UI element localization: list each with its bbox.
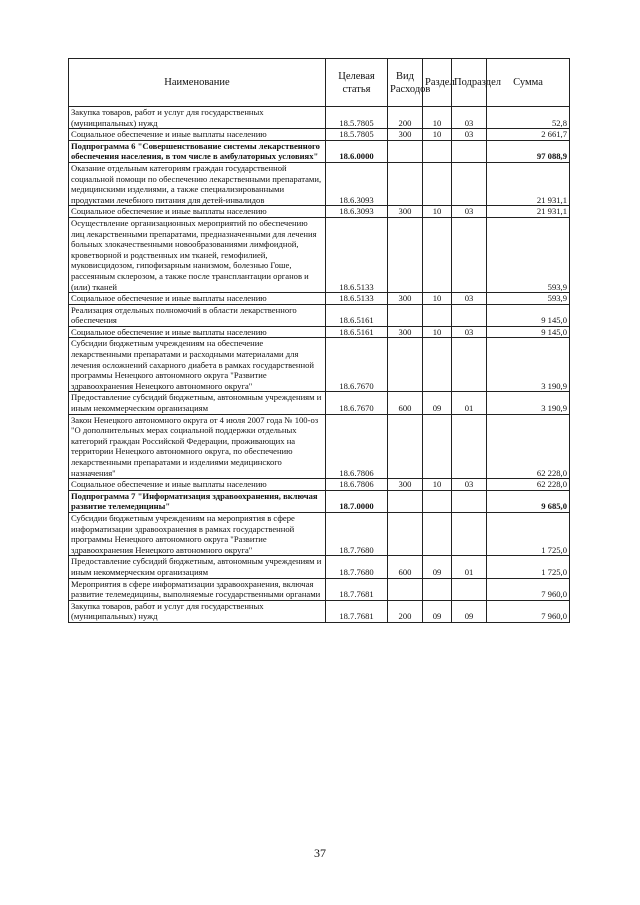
table-row [69,414,570,479]
row-section [423,338,452,392]
row-section [423,578,452,600]
row-expense-kind [388,490,423,512]
row-expense-kind [388,140,423,162]
header-section: Раздел [423,59,452,107]
row-sum: 21 931,1 [487,206,570,218]
row-target-article: 18.6.7806 [326,414,388,479]
row-expense-kind: 300 [388,479,423,491]
row-name: Социальное обеспечение и иные выплаты населению [69,129,326,141]
row-subsection [452,490,487,512]
row-section: 10 [423,479,452,491]
row-target-article: 18.7.0000 [326,490,388,512]
row-target-article: 18.6.7670 [326,338,388,392]
header-target-article: Целевая статья [326,59,388,107]
row-sum: 52,8 [487,107,570,129]
row-subsection: 03 [452,479,487,491]
row-target-article: 18.6.3093 [326,206,388,218]
row-subsection: 03 [452,326,487,338]
row-expense-kind [388,578,423,600]
row-sum: 9 685,0 [487,490,570,512]
row-subsection: 09 [452,600,487,622]
table-row [69,326,570,338]
row-target-article: 18.7.7681 [326,600,388,622]
row-subsection [452,304,487,326]
row-expense-kind [388,217,423,292]
table-row [69,107,570,129]
table-row [69,338,570,392]
row-subsection: 03 [452,206,487,218]
row-sum: 3 190,9 [487,392,570,414]
row-subsection [452,414,487,479]
row-expense-kind: 200 [388,107,423,129]
row-name: Субсидии бюджетным учреждениям на мероприятия в сфере информатизации здравоохранения в рамках государственной программы Ненецкого автономного округа "Развитие здравоохранения Ненецкого автономного округа" [69,512,326,555]
row-expense-kind [388,512,423,555]
row-name: Оказание отдельным категориям граждан государственной социальной помощи по обеспечению лекарственными препаратами, медицинскими изделиями, а также специализированными продуктами лечебного питания для детей-инвалидов [69,162,326,205]
row-subsection [452,578,487,600]
row-target-article: 18.6.5133 [326,217,388,292]
row-sum: 3 190,9 [487,338,570,392]
row-sum: 62 228,0 [487,414,570,479]
row-sum: 1 725,0 [487,512,570,555]
row-target-article: 18.6.7670 [326,392,388,414]
budget-table [68,58,570,623]
row-target-article: 18.6.5161 [326,304,388,326]
row-name: Реализация отдельных полномочий в области лекарственного обеспечения [69,304,326,326]
row-target-article: 18.7.7681 [326,578,388,600]
row-expense-kind [388,304,423,326]
table-row [69,206,570,218]
row-section: 10 [423,293,452,305]
row-target-article: 18.6.3093 [326,162,388,205]
row-name: Подпрограмма 7 "Информатизация здравоохранения, включая развитие телемедицины" [69,490,326,512]
table-row [69,293,570,305]
row-name: Подпрограмма 6 "Совершенствование системы лекарственного обеспечения населения, в том числе в амбулаторных условиях" [69,140,326,162]
row-section: 09 [423,556,452,578]
table-row [69,140,570,162]
row-target-article: 18.6.7806 [326,479,388,491]
row-target-article: 18.6.5133 [326,293,388,305]
row-target-article: 18.5.7805 [326,107,388,129]
header-sum: Сумма [487,59,570,107]
row-name: Закупка товаров, работ и услуг для государственных (муниципальных) нужд [69,107,326,129]
row-subsection: 03 [452,129,487,141]
row-sum: 97 088,9 [487,140,570,162]
header-subsection: Подраздел [452,59,487,107]
table-row [69,392,570,414]
row-subsection [452,338,487,392]
table-row [69,304,570,326]
row-section: 10 [423,326,452,338]
row-subsection: 01 [452,556,487,578]
row-sum: 62 228,0 [487,479,570,491]
row-sum: 21 931,1 [487,162,570,205]
row-subsection [452,162,487,205]
row-target-article: 18.6.0000 [326,140,388,162]
row-expense-kind [388,338,423,392]
table-row [69,162,570,205]
row-subsection [452,217,487,292]
row-sum: 2 661,7 [487,129,570,141]
row-name: Осуществление организационных мероприятий по обеспечению лиц лекарственными препаратами, предназначенными для лечения больных злокачественными новообразованиями лимфоидной, кроветворной и родственных им тканей, гемофилией, муковисцидозом, гипофизарным нанизмом, болезнью Гоше, рассеянным склерозом, а также после трансплантации органов и (или) тканей [69,217,326,292]
row-section: 09 [423,600,452,622]
row-name: Предоставление субсидий бюджетным, автономным учреждениям и иным некоммерческим организациям [69,556,326,578]
row-section: 10 [423,107,452,129]
table-body [69,107,570,623]
row-section: 10 [423,206,452,218]
row-target-article: 18.5.7805 [326,129,388,141]
row-name: Социальное обеспечение и иные выплаты населению [69,326,326,338]
row-section [423,490,452,512]
page-number: 37 [314,846,326,860]
row-name: Социальное обеспечение и иные выплаты населению [69,293,326,305]
row-subsection [452,512,487,555]
row-sum: 593,9 [487,217,570,292]
row-name: Субсидии бюджетным учреждениям на обеспечение лекарственными препаратами и расходными материалами для лечения осложнений сахарного диабета в рамках государственной программы Ненецкого автономного округа "Развитие здравоохранения Ненецкого автономного округа" [69,338,326,392]
row-sum: 9 145,0 [487,304,570,326]
row-sum: 7 960,0 [487,578,570,600]
row-expense-kind: 300 [388,129,423,141]
row-name: Мероприятия в сфере информатизации здравоохранения, включая развитие телемедицины, выполняемые государственными органами [69,578,326,600]
row-target-article: 18.7.7680 [326,512,388,555]
table-row [69,129,570,141]
row-name: Предоставление субсидий бюджетным, автономным учреждениям и иным некоммерческим организациям [69,392,326,414]
row-sum: 9 145,0 [487,326,570,338]
table-row [69,578,570,600]
table-row [69,217,570,292]
table-row [69,556,570,578]
row-section [423,140,452,162]
row-expense-kind [388,414,423,479]
row-expense-kind: 300 [388,293,423,305]
row-name: Закон Ненецкого автономного округа от 4 июля 2007 года № 100-оз "О дополнительных мерах социальной поддержки отдельных категорий граждан Российской Федерации, проживающих на территории Ненецкого автономного округа, по обеспечению лекарственными препаратами и изделиями медицинского назначения" [69,414,326,479]
row-expense-kind: 600 [388,392,423,414]
row-expense-kind: 200 [388,600,423,622]
table-row [69,600,570,622]
row-sum: 1 725,0 [487,556,570,578]
row-name: Закупка товаров, работ и услуг для государственных (муниципальных) нужд [69,600,326,622]
row-expense-kind: 600 [388,556,423,578]
row-section [423,304,452,326]
table-row [69,479,570,491]
header-name: Наименование [69,59,326,107]
header-expense-kind: Вид Расходов [388,59,423,107]
row-name: Социальное обеспечение и иные выплаты населению [69,479,326,491]
row-section: 09 [423,392,452,414]
row-section [423,512,452,555]
row-expense-kind [388,162,423,205]
row-subsection: 01 [452,392,487,414]
table-row [69,490,570,512]
row-sum: 593,9 [487,293,570,305]
row-expense-kind: 300 [388,326,423,338]
table-header [69,59,570,107]
row-subsection: 03 [452,107,487,129]
row-subsection: 03 [452,293,487,305]
row-target-article: 18.7.7680 [326,556,388,578]
row-section [423,217,452,292]
row-sum: 7 960,0 [487,600,570,622]
row-subsection [452,140,487,162]
row-expense-kind: 300 [388,206,423,218]
table-row [69,512,570,555]
row-name: Социальное обеспечение и иные выплаты населению [69,206,326,218]
row-section: 10 [423,129,452,141]
row-section [423,414,452,479]
row-target-article: 18.6.5161 [326,326,388,338]
row-section [423,162,452,205]
